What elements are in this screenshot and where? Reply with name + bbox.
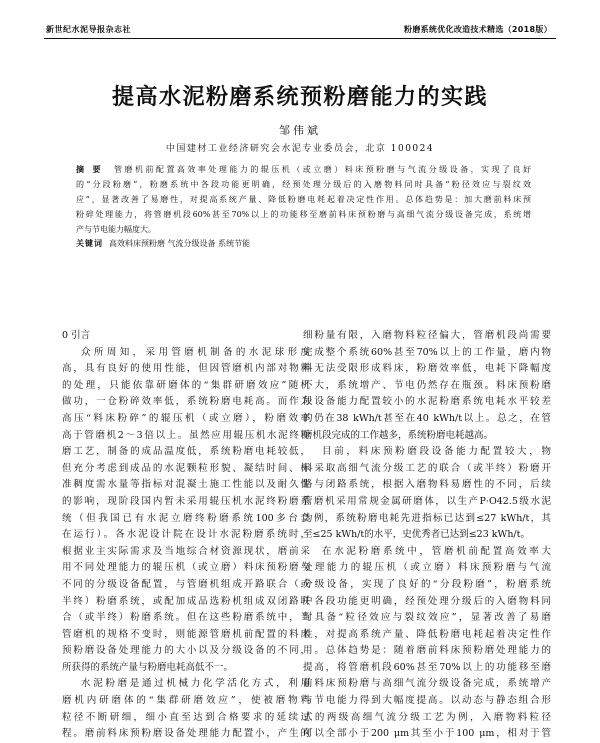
paragraph-line: 处理能力的辊压机（或立磨）料床预粉磨与气流 <box>303 562 551 574</box>
paragraph-line: 粒径不断研细，细小直至达到合格要求的延续过 <box>62 711 310 723</box>
paragraph-line: 在运行）。各水泥设计院在设计水泥粉磨系统时， <box>62 529 310 541</box>
paragraph-line: 时具备“粒径效应与裂纹效应”，显著改善了易磨 <box>303 612 551 624</box>
paragraph-line: 前料床预粉磨与高细气流分级设备完成，系统增产 <box>303 678 551 690</box>
paragraph-line: 用不同处理能力的辊压机（或立磨）料床预粉磨与 <box>62 562 310 574</box>
article-title: 提高水泥粉磨系统预粉磨能力的实践 <box>111 84 488 110</box>
paragraph-line: 程。磨前料床预粉磨设备处理能力配置小，产生的 <box>62 728 310 740</box>
paragraph-line: 众所周知，采用管磨机制备的水泥球形度 <box>81 346 310 358</box>
abstract-line: 粉碎处理能力，将管磨机段60%甚至70%以上的功能移至磨前料床预粉磨与高细气流分级设备完成，系统增 <box>76 210 531 219</box>
paragraph-line: 用。总体趋势是：随着磨前料床预粉磨处理能力的 <box>303 645 551 657</box>
paragraph-line: 磨工艺，制备的成品温度低，系统粉磨电耗较低， <box>62 446 310 458</box>
paragraph-line: 但充分考虑到成品的水泥颗粒形貌、凝结时间、标 <box>62 462 310 474</box>
paragraph-line: 在水泥粉磨系统中，管磨机前配置高效率大 <box>322 545 551 557</box>
paragraph-line: 至≤25 kWh/t的水平，史优秀者已达到≤23 kWh/t。 <box>303 529 530 541</box>
paragraph-line: 根据业主实际需求及当地综合材资源现状，磨前采 <box>62 545 310 557</box>
paragraph-line: 段设备能力配置较小的水泥粉磨系统电耗水平较差 <box>303 396 551 408</box>
paragraph-line: 磨机内研磨体的“集群研磨效应”，使被磨物料 <box>62 695 310 707</box>
paragraph-line: 高压“料床粉碎”的辊压机（或立磨），粉磨效率 <box>62 412 310 424</box>
paragraph-line: 所获得的系统产量与粉磨电耗高低不一。 <box>62 661 234 673</box>
abstract-line <box>76 162 531 177</box>
keywords-label: 关键词 <box>76 238 103 248</box>
paragraph-line: 完成整个系统60%甚至70%以上的工作量，磨内物 <box>303 346 551 358</box>
abstract-text: 管磨机前配置高效率处理能力的辊压机（或立磨）料床预粉磨与气流分级设备，实现了良好 <box>114 165 532 174</box>
paragraph-line: 磨机段完成的工作越多，系统粉磨电耗越高。 <box>303 429 494 441</box>
author-name: 邹伟斌 <box>279 124 321 137</box>
body-column-left <box>62 328 310 743</box>
paragraph-line: 中各段功能更明确，经预处理分级后的入磨物料同 <box>303 595 551 607</box>
paragraph-line: 高于管磨机2～3倍以上。虽然应用辊压机水泥终粉 <box>62 429 310 441</box>
section-heading: 0 引言 <box>62 330 91 341</box>
header-rule <box>44 38 556 39</box>
paragraph-line: 半终）粉磨系统，或配加成品选粉机组成双闭路联 <box>62 595 310 607</box>
paragraph-line: 不同的分级设备配置，与管磨机组成开路联合（或 <box>62 578 310 590</box>
paragraph-line: 做功，一仓粉碎效率低，系统粉磨电耗高。而作为 <box>62 396 310 408</box>
paragraph-line: 管磨机采用常规金属研磨体，以生产P·O42.5级水泥 <box>303 495 551 507</box>
paragraph-line: 与节电能力得到大幅度提高。以动态与静态组合形 <box>303 695 551 707</box>
paragraph-line: 高，具有良好的使用性能，但因管磨机内部对物料 <box>62 363 310 375</box>
paragraph-line: 细粉量有限，入磨物料粒径偏大，管磨机段尚需要 <box>303 330 551 341</box>
running-header-right: 粉磨系统优化改造技术精选（2018版） <box>404 25 552 34</box>
paragraph-line: 性，对提高系统产量、降低粉磨电耗起着决定性作 <box>303 628 551 640</box>
running-header-left: 新世纪水泥导报杂志社 <box>46 25 131 34</box>
paragraph-line: 分级设备，实现了良好的“分段粉磨”，粉磨系统 <box>303 578 551 590</box>
paragraph-line: 料采取高细气流分级工艺的联合（或半终）粉磨开 <box>303 462 551 474</box>
paragraph-line: 式的两级高细气流分级工艺为例，入磨物料粒径 <box>303 711 551 723</box>
paragraph-line: 的仍在38 kWh/t甚至在40 kWh/t以上。总之，在管 <box>303 412 551 424</box>
keywords-text: 高效料床预粉磨 气流分级设备 系统节能 <box>109 239 251 248</box>
paragraph-line: 统（但我国已有水泥立磨终粉磨系统100多台套 <box>62 512 310 524</box>
paragraph-line: 水泥粉磨是通过机械力化学活化方式，利用 <box>81 678 310 690</box>
paragraph-line: 为例，系统粉磨电耗先进指标已达到≤27 kWh/t，其 <box>303 512 551 524</box>
paragraph-line: 合（或半终）粉磨系统。但在这些粉磨系统中，当 <box>62 612 310 624</box>
paragraph-line: 不大，系统增产、节电仍然存在瓶颈。料床预粉磨 <box>303 379 551 391</box>
body-column-right <box>303 328 551 743</box>
abstract-line: 产与节电能力幅度大。 <box>76 225 156 234</box>
abstract-line: 的“分段粉磨”，粉磨系统中各段功能更明确，经预处理分级后的入磨物料同时具备“粉径效应与裂纹效 <box>76 180 531 189</box>
paragraph-line: 料无法受限形成料床，粉磨效率低，电耗下降幅度 <box>303 363 551 375</box>
paragraph-line: 提高，将管磨机段60%甚至70%以上的功能移至磨 <box>303 661 551 673</box>
paragraph-line: 路与闭路系统，根据入磨物料易磨性的不同，后续 <box>303 479 551 491</box>
keywords <box>76 236 250 251</box>
paragraph-line: 目前，料床预粉磨段设备能力配置较大，物 <box>322 446 551 458</box>
paragraph-line: 预粉磨设备处理能力的大小以及分级设备的不同， <box>62 645 310 657</box>
paragraph-line: 的影响，现阶段国内暂未采用辊压机水泥终粉磨系 <box>62 495 310 507</box>
abstract-label: 摘要 <box>76 164 109 174</box>
author-affiliation: 中国建材工业经济研究会水泥专业委员会，北京 100024 <box>165 144 435 154</box>
paragraph-line: 可以全部小于200 μm其至小于100 μm，相对于管 <box>303 728 551 740</box>
paragraph-line: 管磨机的规格不变时，则能源管磨机前配置的料床 <box>62 628 310 640</box>
paragraph-line: 准稠度需水量等指标对混凝土施工性能以及耐久性 <box>62 479 310 491</box>
paragraph-line: 的处理，只能依靠研磨体的“集群研磨效应”随机 <box>62 379 310 391</box>
abstract-line: 应”，显著改善了易磨性，对提高系统产量、降低粉磨电耗起着决定性作用。总体趋势是：加大磨前料床预 <box>76 195 531 204</box>
abstract <box>76 162 531 237</box>
